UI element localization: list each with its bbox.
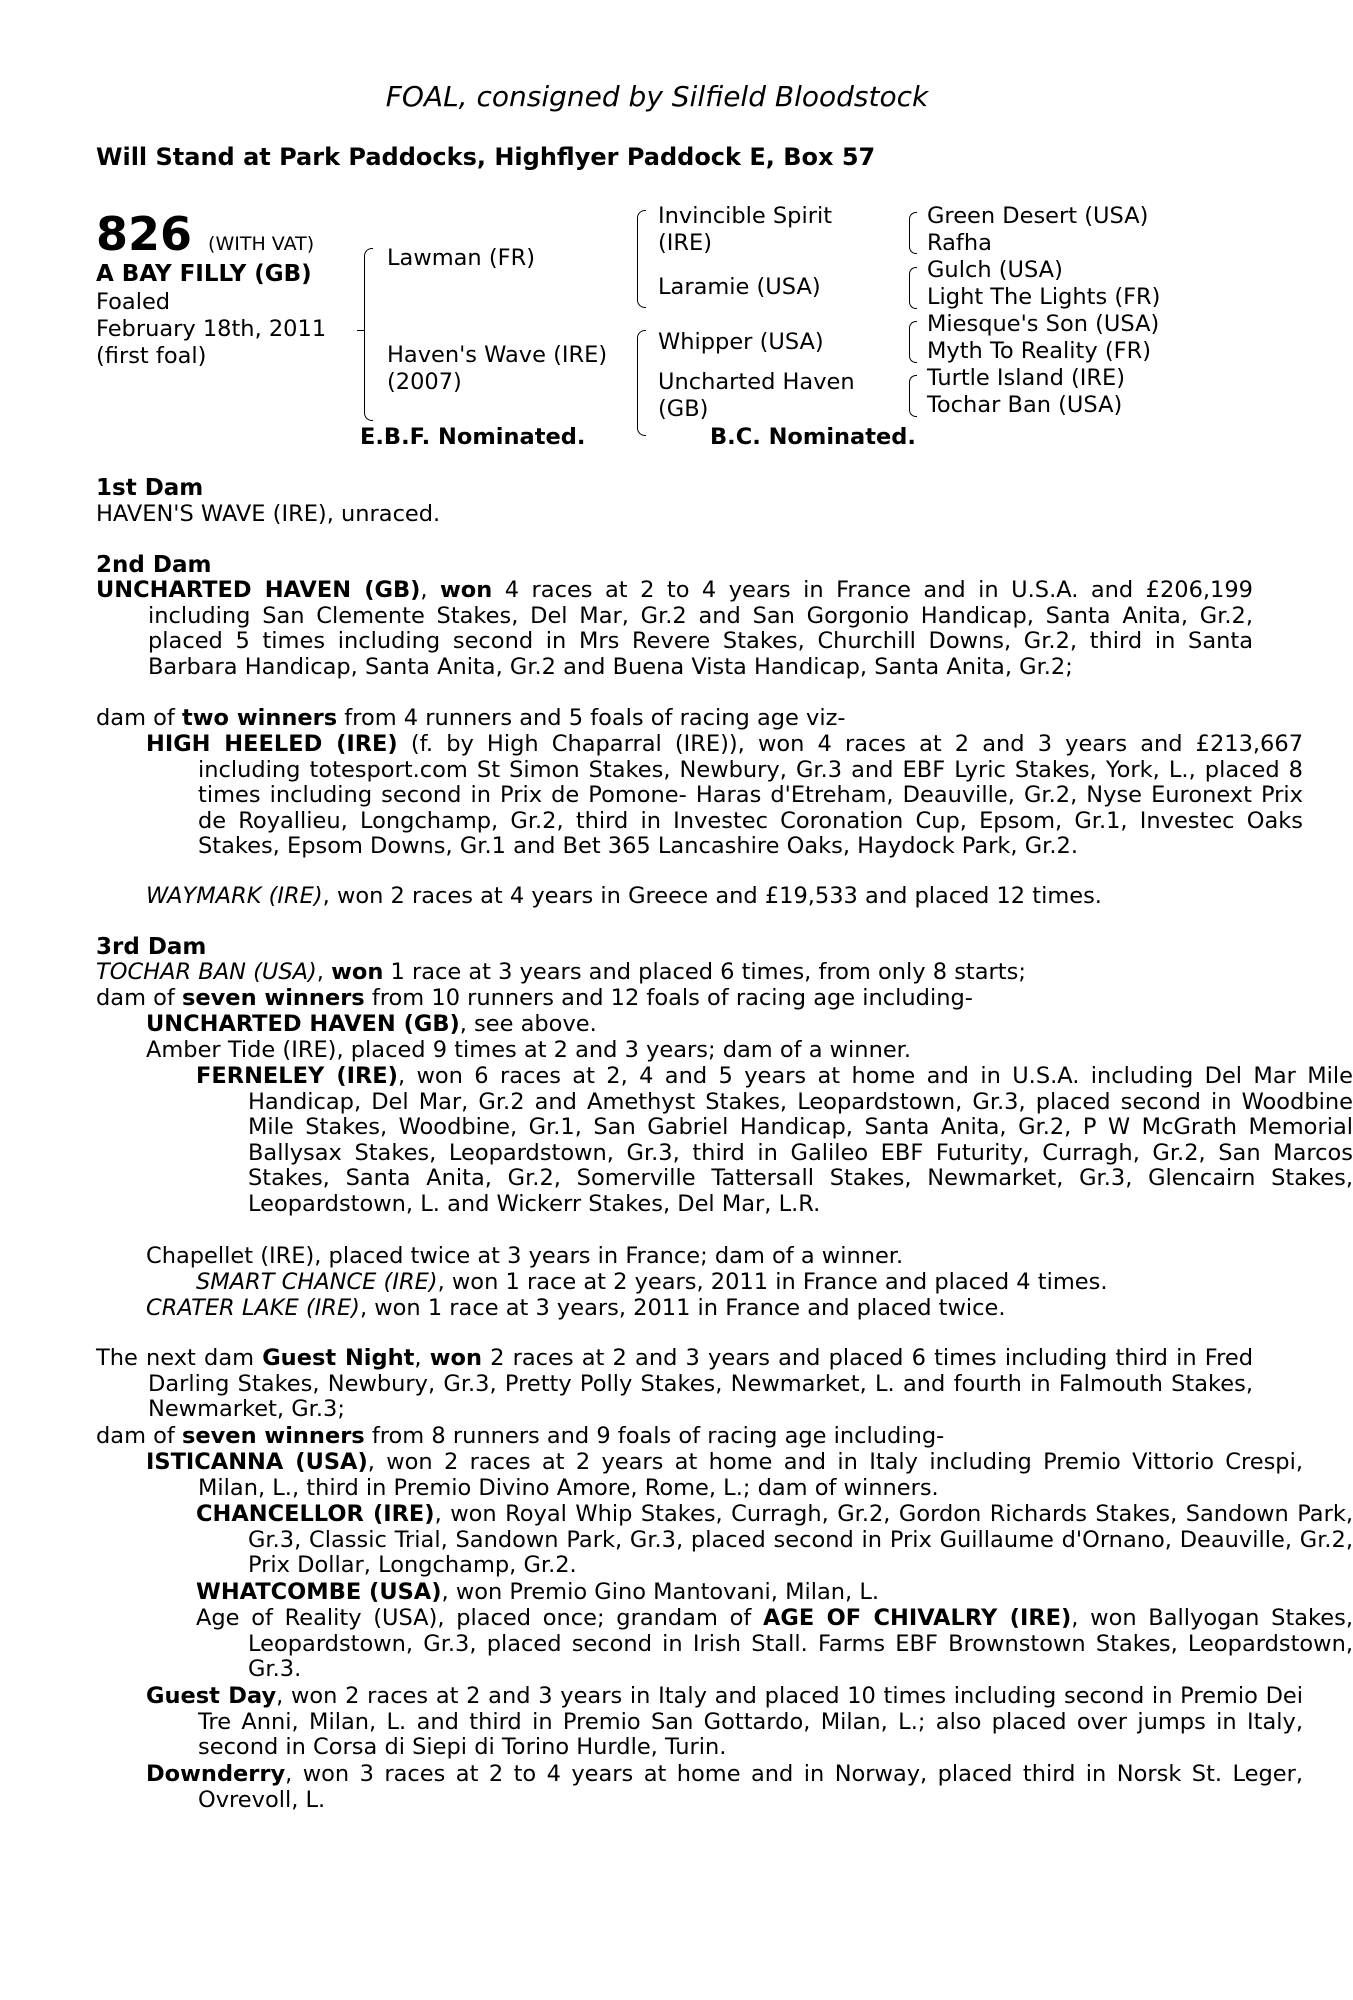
won-label: won <box>429 1345 482 1371</box>
offspring-name: CHANCELLOR (IRE) <box>196 1501 435 1527</box>
offspring-smart-chance <box>96 1270 1353 1296</box>
second-dam-produce <box>96 706 1201 732</box>
lot-name: A BAY FILLY (GB) <box>96 261 312 287</box>
offspring-record: , won Royal Whip Stakes, Curragh, Gr.2, Gordon Richards Stakes, Sandown Park, Gr.3, Classic Trial, Sandown Park, Gr.3, placed second in Prix Guillaume d'Ornano, Deauville, Gr.2, Prix Dollar, Longchamp, Gr.2. <box>248 1501 1353 1579</box>
offspring-record-prefix: Age of Reality (USA), placed once; grandam of <box>196 1605 752 1631</box>
foaled-label: Foaled <box>96 289 171 315</box>
offspring-record: , won 3 races at 2 to 4 years at home and in Norway, placed third in Norsk St. Leger, Ovrevoll, L. <box>198 1761 1303 1813</box>
granddam-2: Light The Lights (FR) <box>927 284 1161 310</box>
offspring-name: ISTICANNA (USA) <box>146 1449 368 1475</box>
offspring-ferneley <box>96 1064 1353 1218</box>
offspring-name: HIGH HEELED (IRE) <box>146 731 398 757</box>
offspring-record: , won 2 races at 2 and 3 years in Italy and placed 10 times including second in Premio Dei Tre Anni, Milan, L. and third in Premio San Gottardo, Milan, L.; also placed over jumps in Italy, second in Corsa di Siepi di Torino Hurdle, Turin. <box>198 1683 1303 1761</box>
sire-sire-line2: (IRE) <box>658 230 713 256</box>
offspring-name: Guest Day <box>146 1683 277 1709</box>
offspring-name: SMART CHANCE (IRE) <box>196 1269 438 1295</box>
vat-note: (WITH VAT) <box>208 233 315 255</box>
offspring-downderry <box>96 1762 1303 1813</box>
foal-note: (first foal) <box>96 343 207 369</box>
lot-number <box>96 207 314 261</box>
third-dam-record: TOCHAR BAN (USA), won 1 race at 3 years and placed 6 times, from only 8 starts; <box>96 959 1026 985</box>
brace-g1 <box>909 212 917 254</box>
offspring-name: FERNELEY (IRE) <box>196 1063 398 1089</box>
offspring-chapellet: Chapellet (IRE), placed twice at 3 years in France; dam of a winner. <box>146 1243 904 1269</box>
produce-suffix: from 8 runners and 9 foals of racing age including- <box>371 1423 945 1449</box>
granddam-4: Tochar Ban (USA) <box>927 392 1123 418</box>
third-dam-heading: 3rd Dam <box>96 934 207 960</box>
next-dam-prefix: The next dam <box>96 1345 255 1371</box>
race-record: 4 races at 2 to 4 years in France and in U.S.A. and £206,199 including San Clemente Stakes, Del Mar, Gr.2 and San Gorgonio Handicap, Santa Anita, Gr.2, placed 5 times including second in Mrs Revere Stakes, Churchill Downs, Gr.2, third in Santa Barbara Handicap, Santa Anita, Gr.2 and Buena Vista Handicap, Santa Anita, Gr.2; <box>148 577 1253 680</box>
race-record: 2 races at 2 and 3 years and placed 6 times including third in Fred Darling Stakes, Newbury, Gr.3, Pretty Polly Stakes, Newmarket, L. and fourth in Falmouth Stakes, Newmarket, Gr.3; <box>148 1345 1253 1423</box>
offspring-amber-tide: Amber Tide (IRE), placed 9 times at 2 and 3 years; dam of a winner. <box>146 1037 912 1063</box>
grand-offspring-name: AGE OF CHIVALRY (IRE) <box>762 1605 1072 1631</box>
offspring-guest-day <box>96 1684 1303 1761</box>
first-dam-text: HAVEN'S WAVE (IRE), unraced. <box>96 501 441 527</box>
offspring-name: UNCHARTED HAVEN (GB) <box>146 1011 460 1037</box>
winners-count: seven winners <box>181 1423 365 1449</box>
next-dam-record: The next dam Guest Night, won 2 races at 2 and 3 years and placed 6 times including third in Fred Darling Stakes, Newbury, Gr.3, Pretty Polly Stakes, Newmarket, L. and fourth in Falmouth Stakes, Newmarket, Gr.3; <box>96 1345 1253 1423</box>
brace-sire <box>637 210 646 308</box>
bc-nominated: B.C. Nominated. <box>710 424 916 450</box>
foaled-date: February 18th, 2011 <box>96 316 327 342</box>
offspring-age-of-reality <box>96 1606 1353 1683</box>
offspring-isticanna <box>96 1450 1303 1501</box>
offspring-name: WAYMARK (IRE) <box>146 883 323 909</box>
lot-number-value: 826 <box>96 207 193 261</box>
brace-main-bottom <box>364 330 373 421</box>
winners-count: seven winners <box>181 985 365 1011</box>
produce-suffix: from 4 runners and 5 foals of racing age viz- <box>344 705 846 731</box>
won-label: won <box>440 577 493 603</box>
offspring-record: , won Ballyogan Stakes, Leopardstown, Gr.3, placed second in Irish Stall. Farms EBF Brownstown Stakes, Leopardstown, Gr.3. <box>248 1605 1353 1683</box>
grandsire-4: Turtle Island (IRE) <box>927 365 1126 391</box>
dam-name-bold: UNCHARTED HAVEN (GB) <box>96 577 421 603</box>
dam-dam-line2: (GB) <box>658 396 709 422</box>
dam-year: (2007) <box>387 369 462 395</box>
stand-location: Will Stand at Park Paddocks, Highflyer Paddock E, Box 57 <box>96 143 876 171</box>
next-dam-produce <box>96 1424 1201 1450</box>
offspring-record: , won 1 race at 2 years, 2011 in France and placed 4 times. <box>437 1269 1108 1295</box>
dam-name: Haven's Wave (IRE) <box>387 342 608 368</box>
sire-name: Lawman (FR) <box>387 245 535 271</box>
offspring-name: CRATER LAKE (IRE) <box>146 1295 360 1321</box>
won-label: won <box>331 959 384 985</box>
dam-sire: Whipper (USA) <box>658 329 824 355</box>
dam-dam-line1: Uncharted Haven <box>658 369 855 395</box>
brace-g2 <box>909 267 917 309</box>
offspring-record: , see above. <box>459 1011 597 1037</box>
offspring-record: , won 2 races at 4 years in Greece and £19,533 and placed 12 times. <box>322 883 1102 909</box>
page-title: FOAL, consigned by Silfield Bloodstock <box>385 80 929 113</box>
first-dam-heading: 1st Dam <box>96 475 204 501</box>
offspring-name: Downderry <box>146 1761 286 1787</box>
brace-g4 <box>909 375 917 417</box>
offspring-record: , won Premio Gino Mantovani, Milan, L. <box>441 1579 880 1605</box>
brace-main-top <box>364 248 373 331</box>
produce-prefix: dam of <box>96 985 175 1011</box>
granddam-1: Rafha <box>927 230 992 256</box>
dam-name: Guest Night <box>262 1345 415 1371</box>
brace-dam <box>637 330 646 436</box>
granddam-3: Myth To Reality (FR) <box>927 338 1151 364</box>
offspring-crater-lake <box>96 1296 1303 1322</box>
sire-sire-line1: Invincible Spirit <box>658 203 833 229</box>
offspring-waymark <box>96 884 1303 910</box>
grandsire-3: Miesque's Son (USA) <box>927 311 1160 337</box>
grandsire-1: Green Desert (USA) <box>927 203 1149 229</box>
offspring-uncharted-haven <box>96 1012 1303 1038</box>
dam-name: TOCHAR BAN (USA) <box>96 959 317 985</box>
produce-prefix: dam of <box>96 705 175 731</box>
grandsire-2: Gulch (USA) <box>927 257 1063 283</box>
race-record: 1 race at 3 years and placed 6 times, from only 8 starts; <box>390 959 1026 985</box>
produce-suffix: from 10 runners and 12 foals of racing age including- <box>371 985 973 1011</box>
offspring-record: (f. by High Chaparral (IRE)), won 4 races at 2 and 3 years and £213,667 including totesport.com St Simon Stakes, Newbury, Gr.3 and EBF Lyric Stakes, York, L., placed 8 times including second in Prix de Pomone- Haras d'Etreham, Deauville, Gr.2, Nyse Euronext Prix de Royallieu, Longchamp, Gr.2, third in Investec Coronation Cup, Epsom, Gr.1, Investec Oaks Stakes, Epsom Downs, Gr.1 and Bet 365 Lancashire Oaks, Haydock Park, Gr.2. <box>198 731 1304 860</box>
brace-g3 <box>909 321 917 363</box>
offspring-whatcombe <box>96 1580 1353 1606</box>
offspring-record: , won 2 races at 2 years at home and in Italy including Premio Vittorio Crespi, Milan, L., third in Premio Divino Amore, Rome, L.; dam of winners. <box>198 1449 1303 1501</box>
offspring-high-heeled <box>96 732 1303 860</box>
produce-prefix: dam of <box>96 1423 175 1449</box>
offspring-record: , won 1 race at 3 years, 2011 in France and placed twice. <box>359 1295 1006 1321</box>
ebf-nominated: E.B.F. Nominated. <box>360 424 586 450</box>
winners-count: two winners <box>181 705 338 731</box>
offspring-record: , won 6 races at 2, 4 and 5 years at home and in U.S.A. including Del Mar Mile Handicap, Del Mar, Gr.2 and Amethyst Stakes, Leopardstown, Gr.3, placed second in Woodbine Mile Stakes, Woodbine, Gr.1, San Gabriel Handicap, Santa Anita, Gr.2, P W McGrath Memorial Ballysax Stakes, Leopardstown, Gr.3, third in Galileo EBF Futurity, Curragh, Gr.2, San Marcos Stakes, Santa Anita, Gr.2, Somerville Tattersall Stakes, Newmarket, Gr.3, Glencairn Stakes, Leopardstown, L. and Wickerr Stakes, Del Mar, L.R. <box>248 1063 1353 1217</box>
offspring-chancellor <box>96 1502 1353 1579</box>
sire-dam: Laramie (USA) <box>658 274 821 300</box>
offspring-name: WHATCOMBE (USA) <box>196 1579 442 1605</box>
second-dam-record: UNCHARTED HAVEN (GB), won 4 races at 2 to 4 years in France and in U.S.A. and £206,199 including San Clemente Stakes, Del Mar, Gr.2 and San Gorgonio Handicap, Santa Anita, Gr.2, placed 5 times including second in Mrs Revere Stakes, Churchill Downs, Gr.2, third in Santa Barbara Handicap, Santa Anita, Gr.2 and Buena Vista Handicap, Santa Anita, Gr.2; <box>96 577 1253 680</box>
second-dam-heading: 2nd Dam <box>96 552 212 578</box>
third-dam-produce <box>96 986 1201 1012</box>
